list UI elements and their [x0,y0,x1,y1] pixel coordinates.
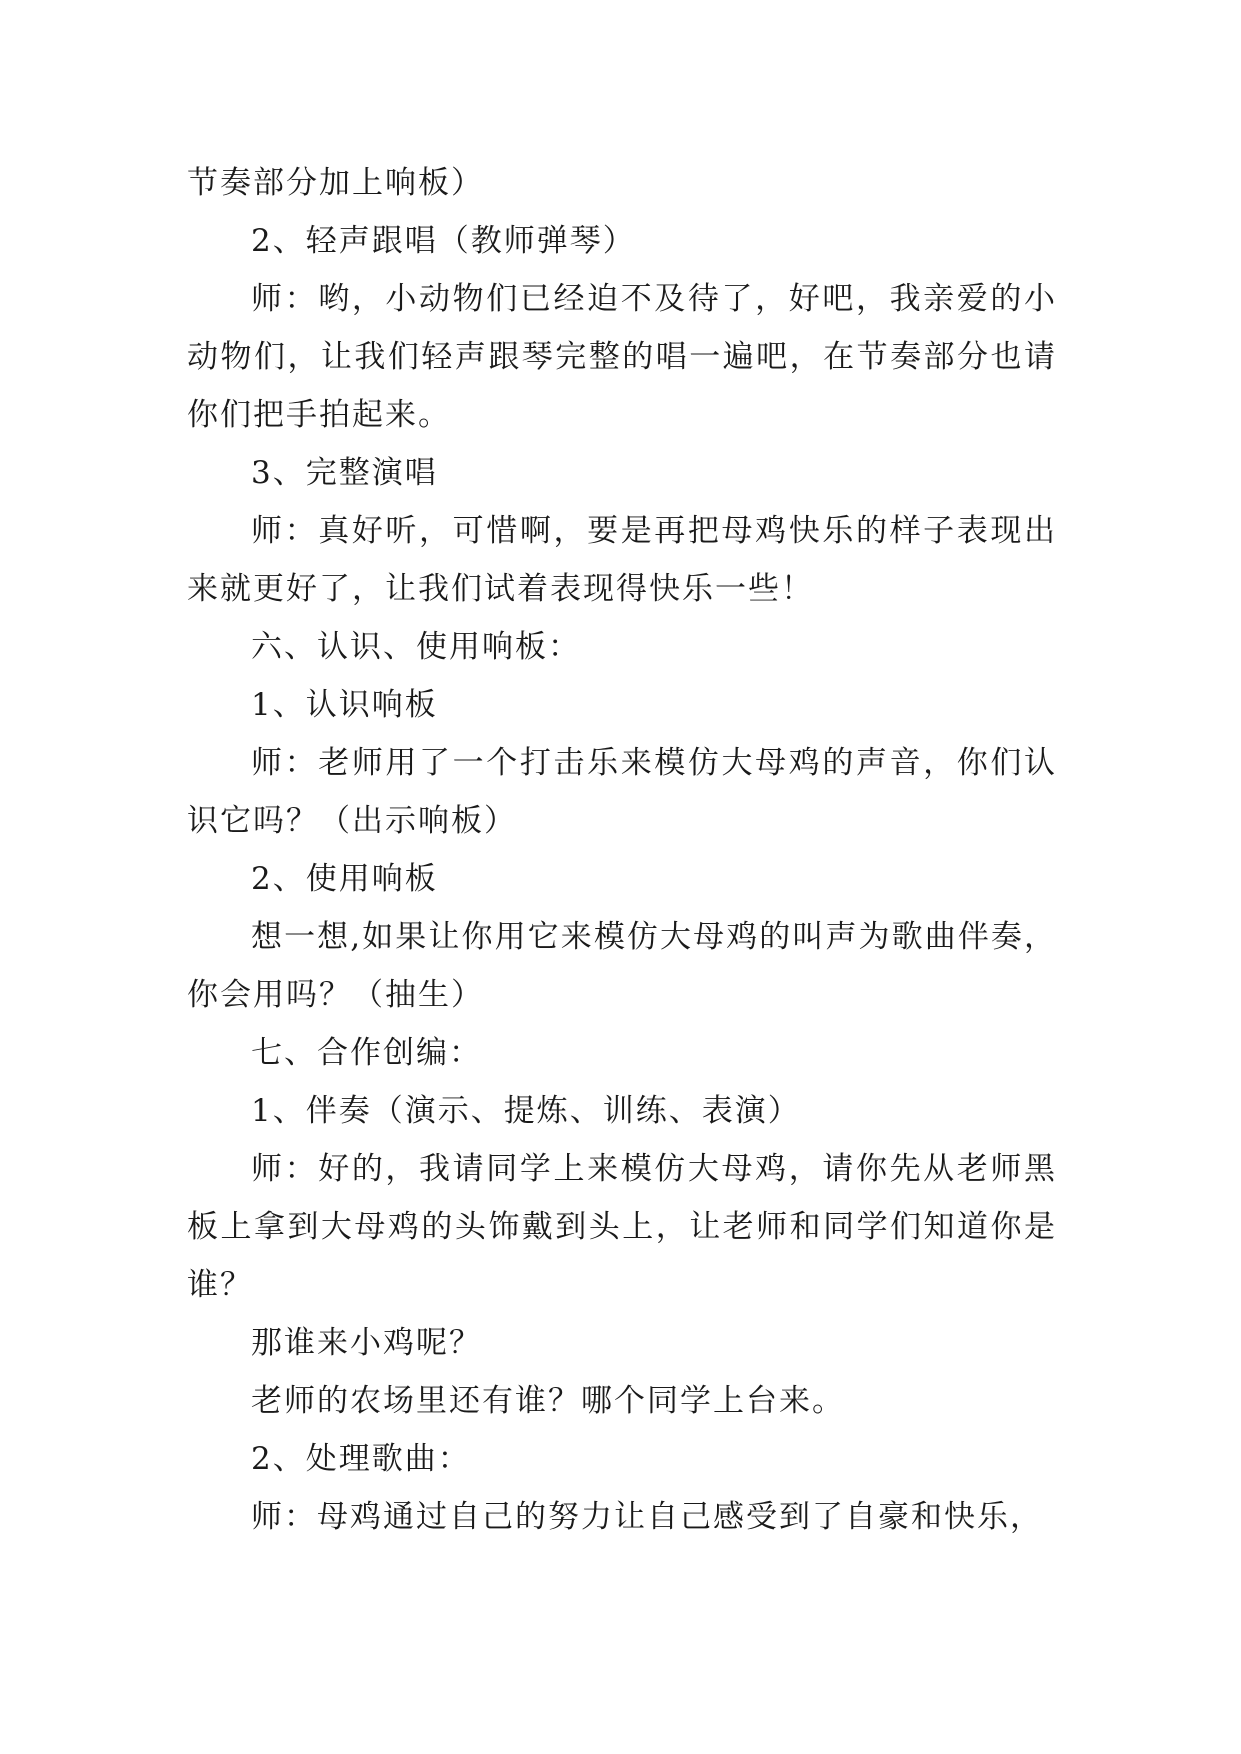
paragraph: 2、处理歌曲： [251,1441,471,1477]
paragraph: 想一想,如果让你用它来模仿大母鸡的叫声为歌曲伴奏，你会用吗？（抽生） [187,919,1057,1013]
paragraph: 1、伴奏（演示、提炼、训练、表演） [251,1093,801,1129]
paragraph: 2、轻声跟唱（教师弹琴） [251,223,636,259]
paragraph: 老师的农场里还有谁？哪个同学上台来。 [251,1383,845,1419]
paragraph: 1、认识响板 [251,687,438,723]
paragraph: 师：真好听，可惜啊，要是再把母鸡快乐的样子表现出来就更好了，让我们试着表现得快乐一些！ [187,513,1057,607]
paragraph: 师：老师用了一个打击乐来模仿大母鸡的声音，你们认识它吗？（出示响板） [187,745,1057,839]
paragraph: 师：好的，我请同学上来模仿大母鸡，请你先从老师黑板上拿到大母鸡的头饰戴到头上，让老师和同学们知道你是谁？ [187,1151,1057,1303]
paragraph: 2、使用响板 [251,861,438,897]
paragraph: 节奏部分加上响板） [187,165,484,201]
paragraph: 师：母鸡通过自己的努力让自己感受到了自豪和快乐， [251,1499,1043,1535]
body-text [187,154,1057,1546]
paragraph: 师：哟，小动物们已经迫不及待了，好吧，我亲爱的小动物们，让我们轻声跟琴完整的唱一遍吧，在节奏部分也请你们把手拍起来。 [187,281,1057,433]
section-heading: 七、合作创编： [251,1035,482,1071]
paragraph: 3、完整演唱 [251,455,438,491]
section-heading: 六、认识、使用响板： [251,629,581,665]
paragraph: 那谁来小鸡呢？ [251,1325,482,1361]
